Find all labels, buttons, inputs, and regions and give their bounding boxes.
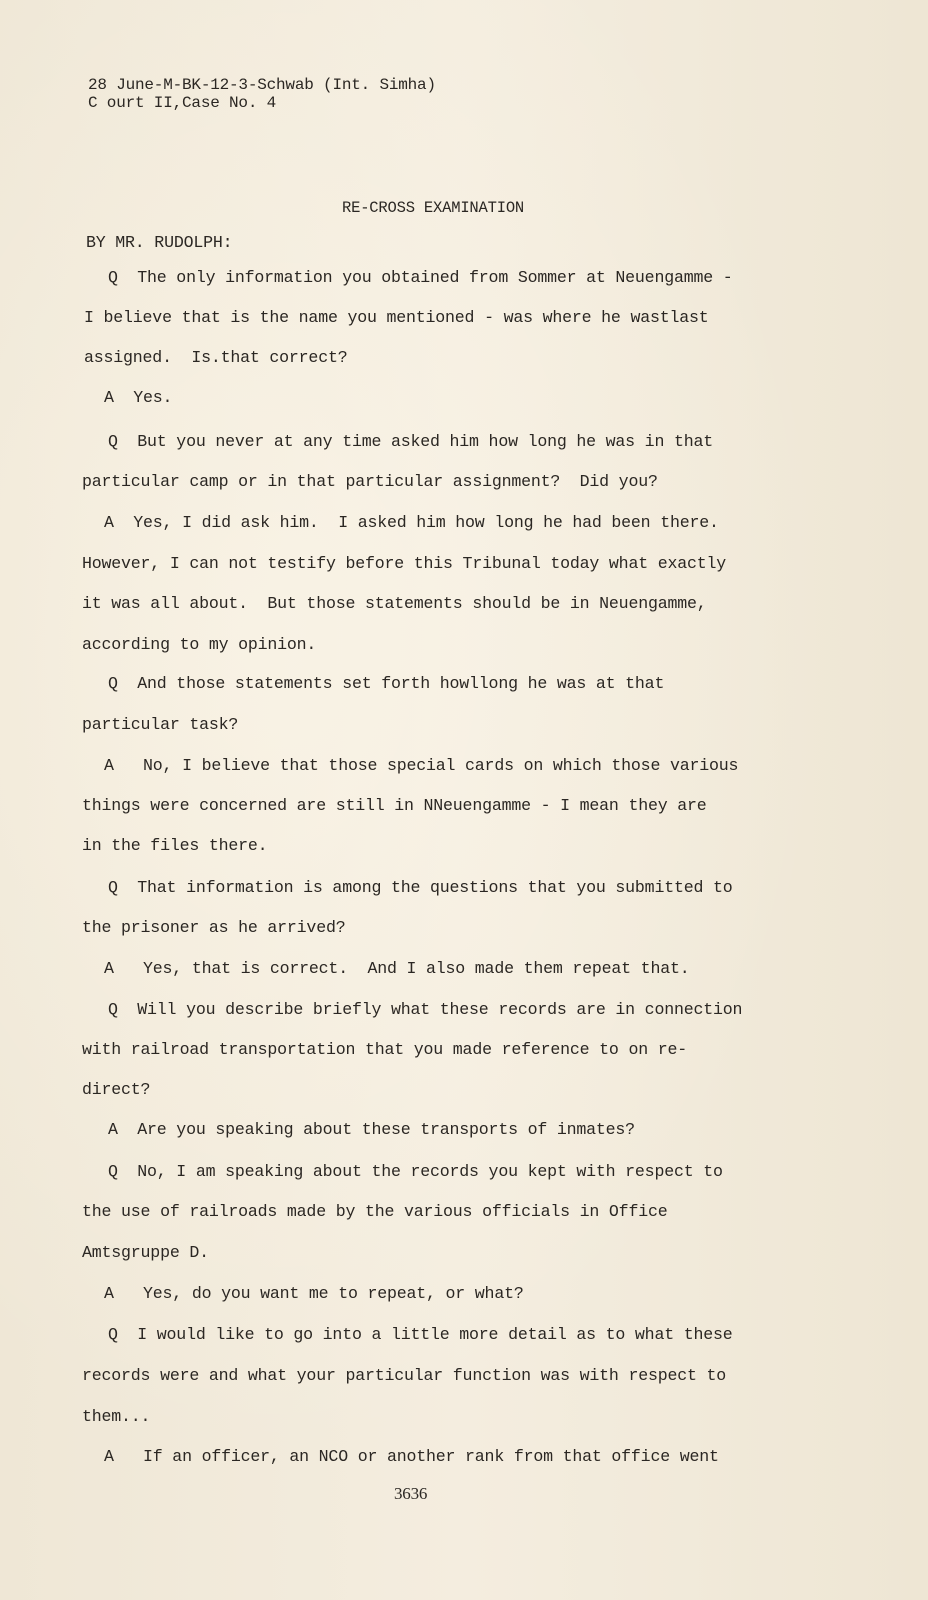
- transcript-line: things were concerned are still in NNeuengamme - I mean they are: [82, 796, 707, 815]
- transcript-line: with railroad transportation that you made reference to on re-: [82, 1040, 687, 1059]
- transcript-line: However, I can not testify before this Tribunal today what exactly: [82, 554, 727, 573]
- transcript-line: A Yes, that is correct. And I also made them repeat that.: [104, 959, 690, 978]
- transcript-line: Q The only information you obtained from Sommer at Neuengamme -: [108, 268, 733, 287]
- page-number: 3636: [394, 1484, 428, 1503]
- transcript-line: A No, I believe that those special cards on which those various: [104, 756, 739, 775]
- transcript-line: the use of railroads made by the various officials in Office: [82, 1202, 668, 1221]
- transcript-line: Amtsgruppe D.: [82, 1243, 209, 1262]
- examiner-label: BY MR. RUDOLPH:: [86, 233, 233, 252]
- transcript-line: assigned. Is.that correct?: [84, 348, 348, 367]
- transcript-line: particular camp or in that particular assignment? Did you?: [82, 472, 658, 491]
- section-title: RE-CROSS EXAMINATION: [342, 199, 525, 217]
- header-case: C ourt II,Case No. 4: [88, 94, 277, 112]
- transcript-line: it was all about. But those statements should be in Neuengamme,: [82, 594, 707, 613]
- transcript-line: Q I would like to go into a little more detail as to what these: [108, 1325, 733, 1344]
- transcript-line: Q No, I am speaking about the records you kept with respect to: [108, 1162, 723, 1181]
- transcript-line: A Yes, I did ask him. I asked him how long he had been there.: [104, 513, 719, 532]
- transcript-line: Q And those statements set forth howllong he was at that: [108, 674, 665, 693]
- transcript-line: A Yes.: [104, 388, 173, 407]
- transcript-line: particular task?: [82, 715, 239, 734]
- transcript-line: I believe that is the name you mentioned - was where he wastlast: [84, 308, 709, 327]
- transcript-line: A Are you speaking about these transports of inmates?: [108, 1120, 635, 1139]
- transcript-line: direct?: [82, 1080, 151, 1099]
- transcript-line: Q That information is among the questions that you submitted to: [108, 878, 733, 897]
- header-reference: 28 June-M-BK-12-3-Schwab (Int. Simha): [88, 76, 436, 94]
- transcript-line: the prisoner as he arrived?: [82, 918, 346, 937]
- transcript-line: A Yes, do you want me to repeat, or what?: [104, 1284, 524, 1303]
- transcript-line: according to my opinion.: [82, 635, 317, 654]
- transcript-line: A If an officer, an NCO or another rank from that office went: [104, 1447, 719, 1466]
- transcript-line: in the files there.: [82, 836, 268, 855]
- transcript-line: records were and what your particular function was with respect to: [82, 1366, 727, 1385]
- transcript-line: Q But you never at any time asked him how long he was in that: [108, 432, 713, 451]
- transcript-line: them...: [82, 1407, 151, 1426]
- transcript-line: Q Will you describe briefly what these records are in connection: [108, 1000, 743, 1019]
